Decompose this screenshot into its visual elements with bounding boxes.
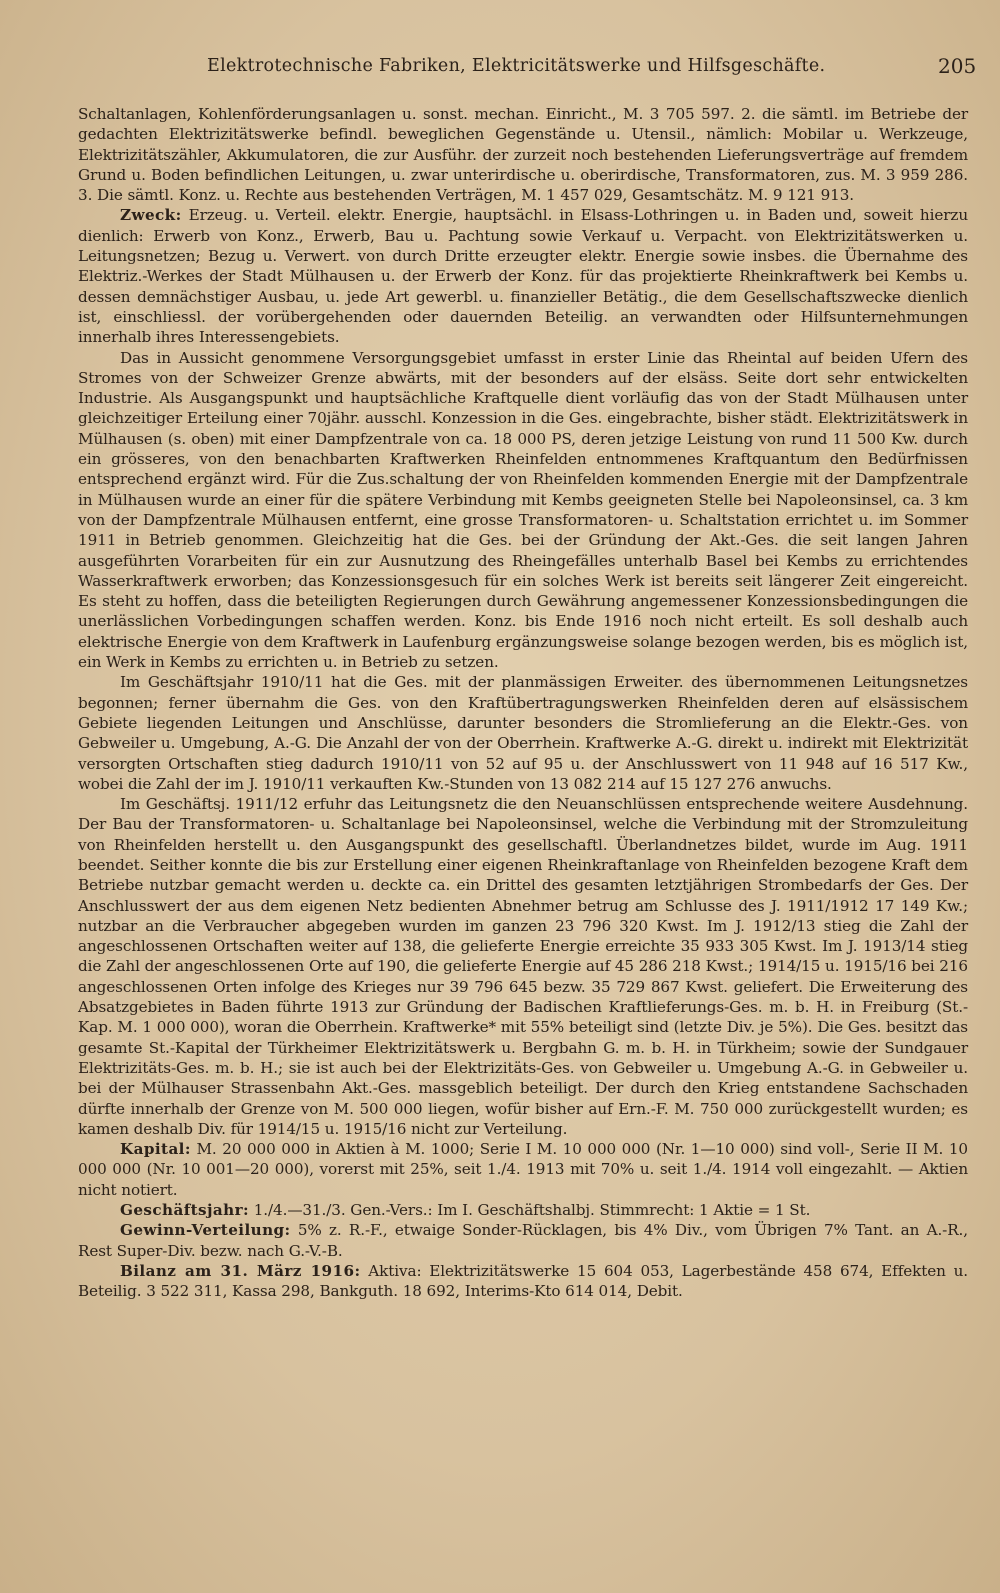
paragraph-text: 5% z. R.-F., etwaige Sonder-Rücklagen, bis 4% Div., vom Übrigen 7% Tant. an A.-R., Rest Super-Div. bezw. nach G.-V.-B.: [78, 1221, 968, 1260]
paragraph-zweck: [78, 205, 968, 347]
paragraph-label: Gewinn-Verteilung:: [120, 1221, 291, 1240]
paragraph-text: Das in Aussicht genommene Versorgungsgebiet umfasst in erster Linie das Rheintal auf beiden Ufern des Stromes von der Schweizer Grenze abwärts, mit der besonders auf der elsäss. Seite dort sehr entwickelten Industrie. Als Ausgangspunkt und hauptsächliche Kraftquelle dient vorläufig das von der Stadt Mülhausen unter gleichzeitiger Erteilung einer 70jähr. ausschl. Konzession in die Ges. eingebrachte, bisher städt. Elektrizitätswerk in Mülhausen (s. oben) mit einer Dampfzentrale von ca. 18 000 PS, deren jetzige Leistung von rund 11 500 Kw. durch ein grösseres, von den benachbarten Kraftwerken Rheinfelden entnommenes Kraftquantum den Bedürfnissen entsprechend ergänzt wird. Für die Zus.schaltung der von Rheinfelden kommenden Energie mit der Dampfzentrale in Mülhausen wurde an einer für die spätere Verbindung mit Kembs geeigneten Stelle bei Napoleonsinsel, ca. 3 km von der Dampfzentrale Mülhausen entfernt, eine grosse Transformatoren- u. Schaltstation errichtet u. im Sommer 1911 in Betrieb genommen. Gleichzeitig hat die Ges. bei der Gründung der Akt.-Ges. die seit langen Jahren ausgeführten Vorarbeiten für ein zur Ausnutzung des Rheingefälles unterhalb Basel bei Kembs zu errichtendes Wasserkraftwerk erworben; das Konzessionsgesuch für ein solches Werk ist bereits seit längerer Zeit eingereicht. Es steht zu hoffen, dass die beteiligten Regierungen durch Gewährung angemessener Konzessionsbedingungen die unerlässlichen Vorbedingungen schaffen werden. Konz. bis Ende 1916 noch nicht erteilt. Es soll deshalb auch elektrische Energie von dem Kraftwerk in Laufenburg ergänzungsweise solange bezogen werden, bis es möglich ist, ein Werk in Kembs zu errichten u. in Betrieb zu setzen.: [78, 348, 968, 672]
body-text: [78, 104, 968, 1302]
paragraph-kapital: [78, 1139, 968, 1200]
paragraph-geschaeftsjahr-1910-11: [78, 672, 968, 794]
page-header: [0, 56, 1000, 86]
running-title: Elektrotechnische Fabriken, Elektricitätswerke und Hilfsgeschäfte.: [207, 56, 826, 76]
paragraph-label: Geschäftsjahr:: [120, 1201, 249, 1220]
paragraph-geschaeftsjahr-1911-12: [78, 794, 968, 1139]
paragraph-text: Im Geschäftsjahr 1910/11 hat die Ges. mit der planmässigen Erweiter. des übernommenen Leitungsnetzes begonnen; ferner übernahm die Ges. von den Kraftübertragungswerken Rheinfelden deren auf elsässischem Gebiete liegenden Leitungen und Anschlüsse, darunter besonders die Stromlieferung an die Elektr.-Ges. von Gebweiler u. Umgebung, A.-G. Die Anzahl der von der Oberrhein. Kraftwerke A.-G. direkt u. indirekt mit Elektrizität versorgten Ortschaften stieg dadurch 1910/11 von 52 auf 95 u. der Anschlusswert von 11 948 auf 16 517 Kw., wobei die Zahl der im J. 1910/11 verkauften Kw.-Stunden von 13 082 214 auf 15 127 276 anwuchs.: [78, 673, 968, 793]
paragraph-versorgungsgebiet: [78, 348, 968, 673]
paragraph-assets: [78, 104, 968, 205]
paragraph-text: 1./4.—31./3. Gen.-Vers.: Im I. Geschäftshalbj. Stimmrecht: 1 Aktie = 1 St.: [249, 1201, 811, 1220]
paragraph-gewinn-verteilung: [78, 1220, 968, 1261]
paragraph-text: Aktiva: Elektrizitätswerke 15 604 053, Lagerbestände 458 674, Effekten u. Beteilig. 3 522 311, Kassa 298, Bankguth. 18 692, Interims-Kto 614 014, Debit.: [78, 1261, 968, 1301]
paragraph-bilanz: [78, 1261, 968, 1302]
paragraph-text: Erzeug. u. Verteil. elektr. Energie, hauptsächl. in Elsass-Lothringen u. in Baden und, soweit hierzu dienlich: Erwerb von Konz., Erwerb, Bau u. Pachtung sowie Verkauf u. Verpacht. von Elektrizitätswerken u. Leitungsnetzen; Bezug u. Verwert. von durch Dritte erzeugter elektr. Energie sowie insbes. die Übernahme des Elektriz.-Werkes der Stadt Mülhausen u. der Erwerb der Konz. für das projektierte Rheinkraftwerk bei Kembs u. dessen demnächstiger Ausbau, u. jede Art gewerbl. u. finanzieller Betätig., die dem Gesellschaftszwecke dienlich ist, einschliessl. der vorübergehenden oder dauernden Beteilig. an verwandten oder Hilfsunternehmungen innerhalb ihres Interessengebiets.: [78, 206, 968, 347]
paragraph-text: M. 20 000 000 in Aktien à M. 1000; Serie I M. 10 000 000 (Nr. 1—10 000) sind voll-, Serie II M. 10 000 000 (Nr. 10 001—20 000), vorerst mit 25%, seit 1./4. 1913 mit 70% u. seit 1./4. 1914 voll eingezahlt. — Aktien nicht notiert.: [78, 1140, 968, 1199]
paragraph-label: Zweck:: [120, 206, 182, 225]
paragraph-text: Im Geschäftsj. 1911/12 erfuhr das Leitungsnetz die den Neuanschlüssen entsprechende weitere Ausdehnung. Der Bau der Transformatoren- u. Schaltanlage bei Napoleonsinsel, welche die Verbindung mit der Stromzuleitung von Rheinfelden herstellt u. den Ausgangspunkt des gesellschaftl. Überlandnetzes bildet, wurde im Aug. 1911 beendet. Seither konnte die bis zur Erstellung einer eigenen Rheinkraftanlage von Rheinfelden bezogene Kraft dem Betriebe nutzbar gemacht werden u. deckte ca. ein Drittel des gesamten letztjährigen Strombedarfs der Ges. Der Anschlusswert der aus dem eigenen Netz bedienten Abnehmer betrug am Schlusse des J. 1911/1912 17 149 Kw.; nutzbar an die Verbraucher abgegeben wurden im ganzen 23 796 320 Kwst. Im J. 1912/13 stieg die Zahl der angeschlossenen Ortschaften weiter auf 138, die gelieferte Energie erreichte 35 933 305 Kwst. Im J. 1913/14 stieg die Zahl der angeschlossenen Orte auf 190, die gelieferte Energie auf 45 286 218 Kwst.; 1914/15 u. 1915/16 bei 216 angeschlossenen Orten infolge des Krieges nur 39 796 645 bezw. 35 729 867 Kwst. geliefert. Die Erweiterung des Absatzgebietes in Baden führte 1913 zur Gründung der Badischen Kraftlieferungs-Ges. m. b. H. in Freiburg (St.-Kap. M. 1 000 000), woran die Oberrhein. Kraftwerke* mit 55% beteiligt sind (letzte Div. je 5%). Die Ges. besitzt das gesamte St.-Kapital der Türkheimer Elektrizitätswerk u. Bergbahn G. m. b. H. in Türkheim; sowie der Sundgauer Elektrizitäts-Ges. m. b. H.; sie ist auch bei der Elektrizitäts-Ges. von Gebweiler u. Umgebung A.-G. in Gebweiler u. bei der Mülhauser Strassenbahn Akt.-Ges. massgeblich beteiligt. Der durch den Krieg entstandene Sachschaden dürfte innerhalb der Grenze von M. 500 000 liegen, wofür bisher auf Ern.-F. M. 750 000 zurückgestellt wurden; es kamen deshalb Div. für 1914/15 u. 1915/16 nicht zur Verteilung.: [78, 795, 968, 1138]
page-number: 205: [938, 54, 977, 78]
paragraph-text: Schaltanlagen, Kohlenförderungsanlagen u. sonst. mechan. Einricht., M. 3 705 597. 2. die sämtl. im Betriebe der gedachten Elektrizitätswerke befindl. beweglichen Gegenstände u. Utensil., nämlich: Mobilar u. Werkzeuge, Elektrizitätszähler, Akkumulatoren, die zur Ausführ. der zurzeit noch bestehenden Lieferungsverträge auf fremdem Grund u. Boden befindlichen Leitungen, u. zwar unterirdische u. oberirdische, Transformatoren, zus. M. 3 959 286. 3. Die sämtl. Konz. u. Rechte aus bestehenden Verträgen, M. 1 457 029, Gesamtschätz. M. 9 121 913.: [78, 105, 968, 205]
paragraph-geschaeftsjahr: [78, 1200, 968, 1220]
paragraph-label: Kapital:: [120, 1140, 191, 1159]
paragraph-label: Bilanz am 31. März 1916:: [120, 1261, 361, 1280]
